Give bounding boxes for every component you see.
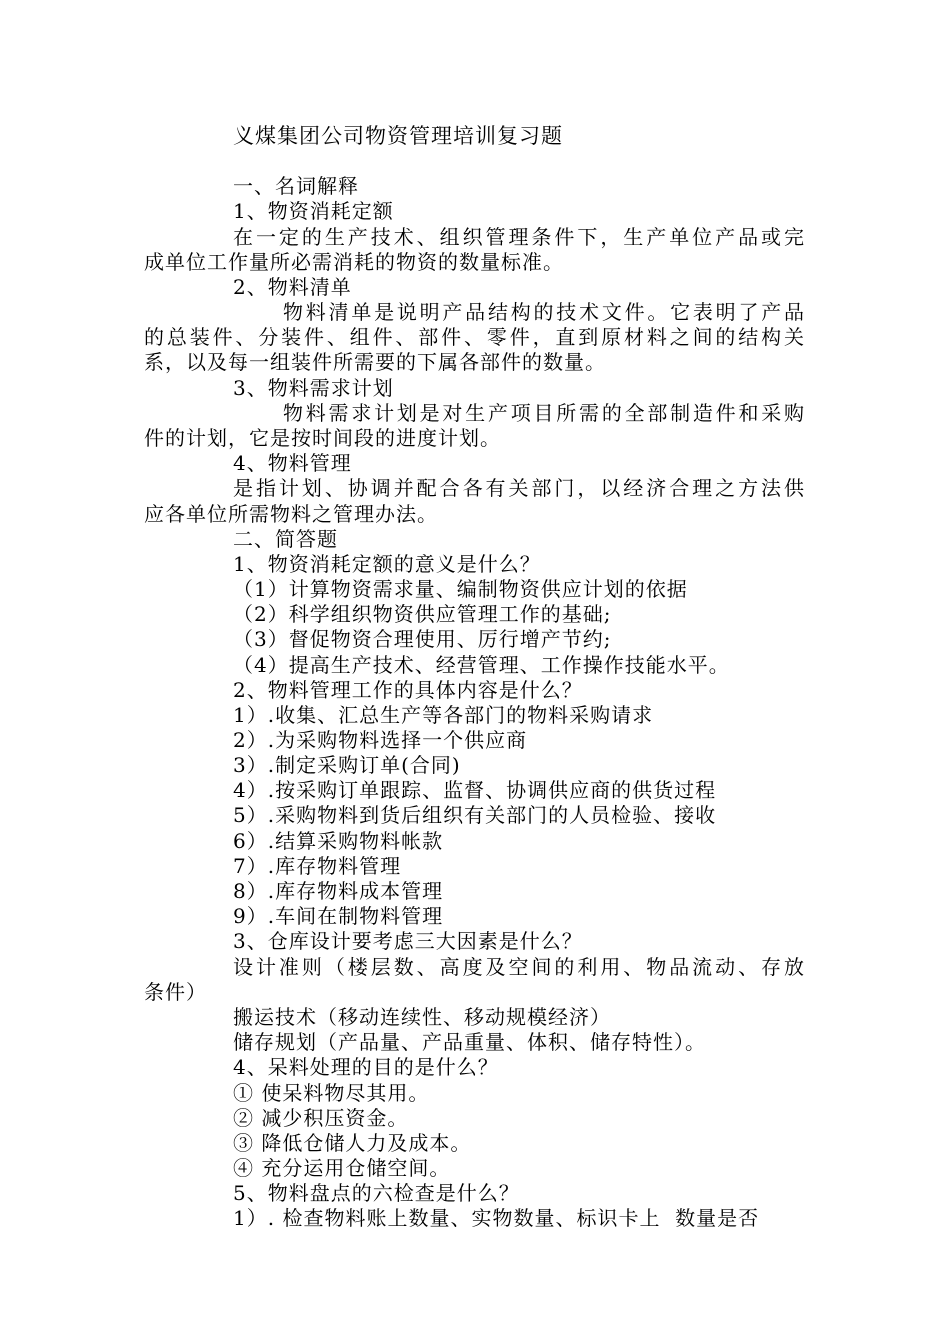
q1-answer-3: （3）督促物资合理使用、厉行增产节约; — [233, 627, 612, 651]
q2-answer-8: 8）.库存物料成本管理 — [233, 879, 444, 903]
q4-question: 4、呆料处理的目的是什么？ — [233, 1055, 499, 1079]
q2-answer-5: 5）.采购物料到货后组织有关部门的人员检验、接收 — [233, 803, 717, 827]
term-2-line-1: 物料清单是说明产品结构的技术文件。它表明了产品 — [283, 300, 805, 324]
q2-answer-4: 4）.按采购订单跟踪、监督、协调供应商的供货过程 — [233, 778, 717, 802]
q2-answer-2: 2）.为采购物料选择一个供应商 — [233, 728, 528, 752]
term-4: 4、物料管理 — [233, 451, 352, 475]
term-4-line-1: 是指计划、协调并配合各有关部门，以经济合理之方法供 — [233, 476, 805, 500]
q4-answer-2: ② 减少积压资金。 — [233, 1106, 409, 1130]
q2-answer-3: 3）.制定采购订单(合同) — [233, 753, 461, 777]
q3-answer-1-line-1: 设计准则（楼层数、高度及空间的利用、物品流动、存放 — [233, 955, 805, 979]
term-4-line-2: 应各单位所需物料之管理办法。 — [144, 502, 438, 526]
term-1-line-1: 在一定的生产技术、组织管理条件下，生产单位产品或完 — [233, 225, 805, 249]
q2-answer-9: 9）.车间在制物料管理 — [233, 904, 444, 928]
term-1-line-2: 成单位工作量所必需消耗的物资的数量标准。 — [144, 250, 564, 274]
q5-question: 5、物料盘点的六检查是什么？ — [233, 1181, 520, 1205]
q1-answer-4: （4）提高生产技术、经营管理、工作操作技能水平。 — [233, 653, 730, 677]
term-2-line-3: 系，以及每一组装件所需要的下属各部件的数量。 — [144, 350, 606, 374]
section1-heading: 一、名词解释 — [233, 174, 359, 198]
q3-answer-1-line-2: 条件） — [144, 980, 207, 1004]
document-title: 义煤集团公司物资管理培训复习题 — [233, 124, 563, 148]
term-3-line-2: 件的计划，它是按时间段的进度计划。 — [144, 426, 501, 450]
q1-answer-1: （1）计算物资需求量、编制物资供应计划的依据 — [233, 577, 688, 601]
q2-answer-6: 6）.结算采购物料帐款 — [233, 829, 444, 853]
term-1: 1、物资消耗定额 — [233, 199, 394, 223]
q5-answer-1: 1）. 检查物料账上数量、实物数量、标识卡上 数量是否 — [233, 1206, 760, 1230]
q4-answer-4: ④ 充分运用仓储空间。 — [233, 1156, 451, 1180]
q3-answer-3: 储存规划（产品量、产品重量、体积、储存特性）。 — [233, 1030, 706, 1054]
term-2-line-2: 的总装件、分装件、组件、部件、零件，直到原材料之间的结构关 — [144, 325, 805, 349]
q2-question: 2、物料管理工作的具体内容是什么？ — [233, 678, 583, 702]
q3-question: 3、仓库设计要考虑三大因素是什么？ — [233, 929, 583, 953]
q2-answer-1: 1）.收集、汇总生产等各部门的物料采购请求 — [233, 703, 654, 727]
section2-heading: 二、简答题 — [233, 527, 338, 551]
q4-answer-3: ③ 降低仓储人力及成本。 — [233, 1131, 472, 1155]
q1-answer-2: （2）科学组织物资供应管理工作的基础; — [233, 602, 612, 626]
q3-answer-2: 搬运技术（移动连续性、移动规模经济） — [233, 1005, 611, 1029]
term-3: 3、物料需求计划 — [233, 376, 394, 400]
q2-answer-7: 7）.库存物料管理 — [233, 854, 402, 878]
q4-answer-1: ① 使呆料物尽其用。 — [233, 1081, 430, 1105]
term-2: 2、物料清单 — [233, 275, 352, 299]
term-3-line-1: 物料需求计划是对生产项目所需的全部制造件和采购 — [283, 401, 805, 425]
q1-question: 1、物资消耗定额的意义是什么？ — [233, 552, 541, 576]
